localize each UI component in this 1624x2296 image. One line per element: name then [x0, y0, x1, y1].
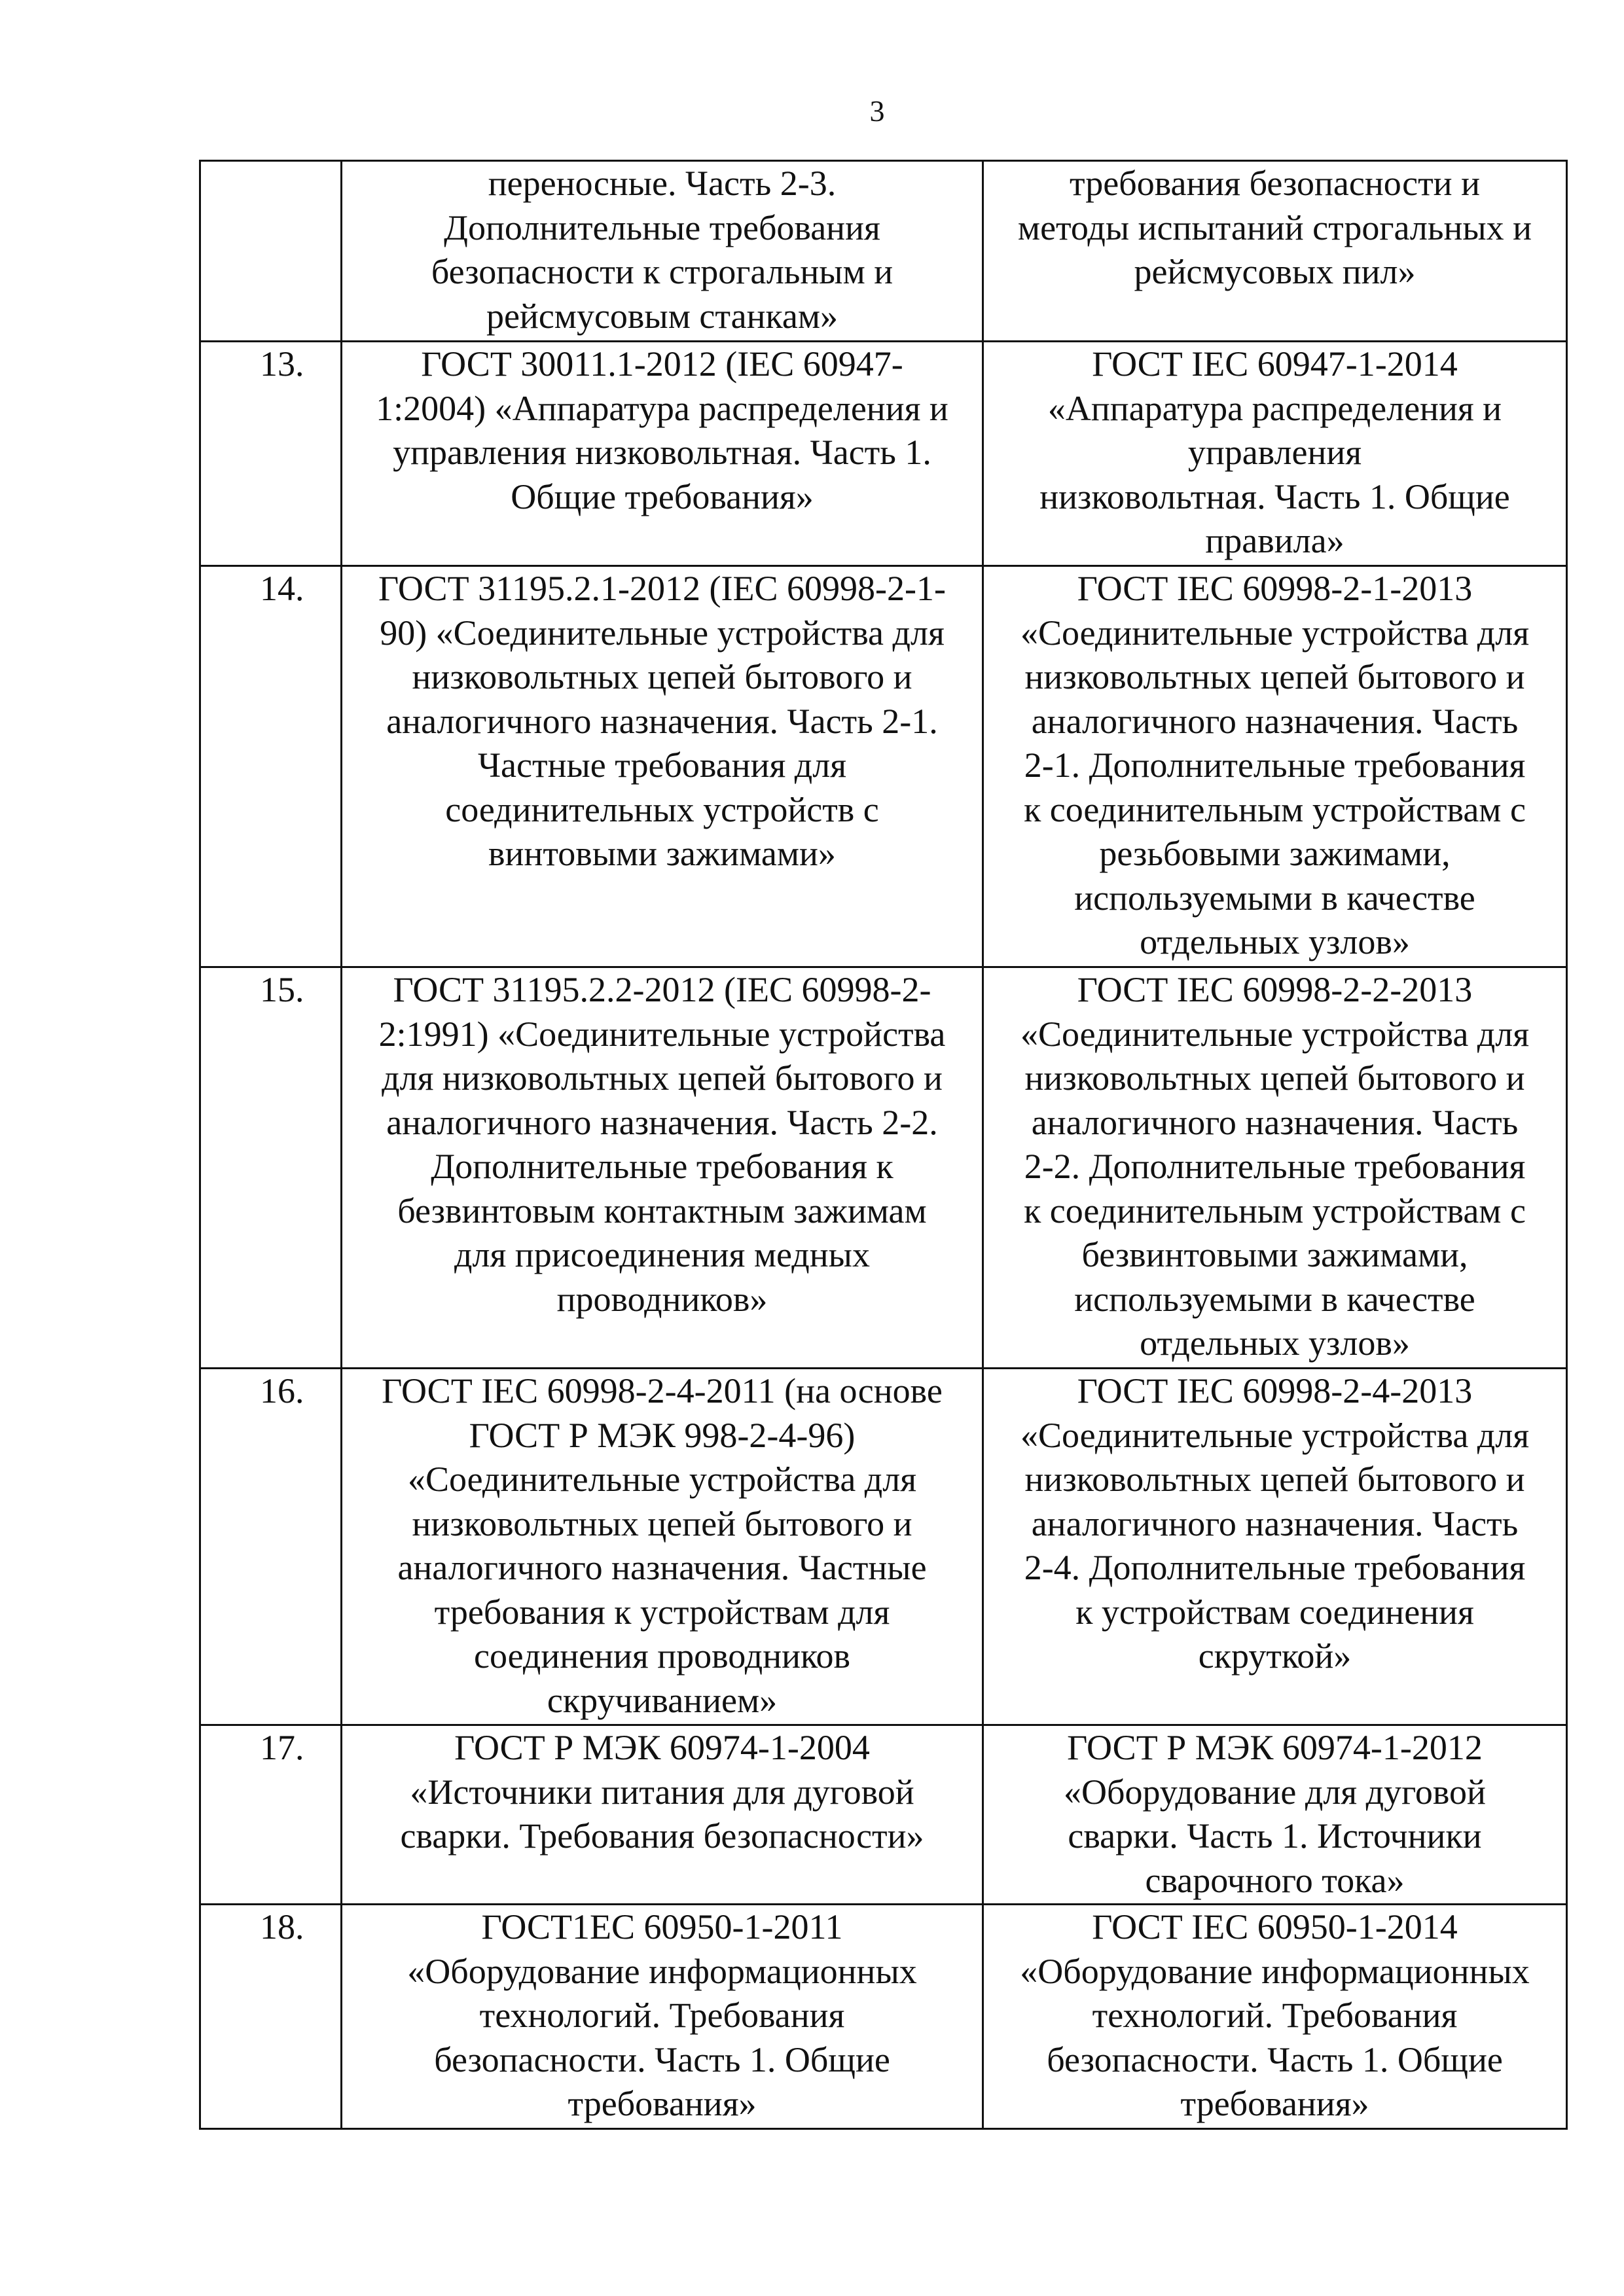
table-row: [200, 161, 1567, 342]
row-number: [200, 161, 342, 342]
table-row: [200, 1905, 1567, 2129]
new-standard-cell: требования безопасности и методы испытаний строгальных и рейсмусовых пил»: [983, 161, 1567, 342]
table-row: [200, 566, 1567, 967]
table-row: [200, 1369, 1567, 1725]
old-standard-cell: переносные. Часть 2-3. Дополнительные требования безопасности к строгальным и рейсмусовым станкам»: [342, 161, 983, 342]
table-row: [200, 342, 1567, 566]
standards-table: [199, 160, 1568, 2130]
old-standard-cell: ГОСТ1ЕС 60950-1-2011 «Оборудование информационных технологий. Требования безопасности. Часть 1. Общие требования»: [342, 1905, 983, 2129]
new-standard-cell: ГОСТ IEC 60998-2-2-2013 «Соединительные устройства для низковольтных цепей бытового и аналогичного назначения. Часть 2-2. Дополнительные требования к соединительным устройствам с безвинтовыми зажимами, используемыми в качестве отдельных узлов»: [983, 967, 1567, 1369]
old-standard-cell: ГОСТ 30011.1-2012 (IEC 60947- 1:2004) «Аппаратура распределения и управления низковольтная. Часть 1. Общие требования»: [342, 342, 983, 566]
new-standard-cell: ГОСТ Р МЭК 60974-1-2012 «Оборудование для дуговой сварки. Часть 1. Источники сварочного тока»: [983, 1725, 1567, 1905]
old-standard-cell: ГОСТ 31195.2.2-2012 (IEC 60998-2- 2:1991) «Соединительные устройства для низковольтных цепей бытового и аналогичного назначения. Часть 2-2. Дополнительные требования к безвинтовым контактным зажимам для присоединения медных проводников»: [342, 967, 983, 1369]
new-standard-cell: ГОСТ IEC 60998-2-1-2013 «Соединительные устройства для низковольтных цепей бытового и аналогичного назначения. Часть 2-1. Дополнительные требования к соединительным устройствам с резьбовыми зажимами, используемыми в качестве отдельных узлов»: [983, 566, 1567, 967]
row-number: 15.: [200, 967, 342, 1369]
row-number: 14.: [200, 566, 342, 967]
table-row: [200, 967, 1567, 1369]
row-number: 13.: [200, 342, 342, 566]
row-number: 18.: [200, 1905, 342, 2129]
old-standard-cell: ГОСТ Р МЭК 60974-1-2004 «Источники питания для дуговой сварки. Требования безопасности»: [342, 1725, 983, 1905]
old-standard-cell: ГОСТ IEC 60998-2-4-2011 (на основе ГОСТ Р МЭК 998-2-4-96) «Соединительные устройства для низковольтных цепей бытового и аналогичного назначения. Частные требования к устройствам для соединения проводников скручиванием»: [342, 1369, 983, 1725]
new-standard-cell: ГОСТ IEC 60950-1-2014 «Оборудование информационных технологий. Требования безопасности. Часть 1. Общие требования»: [983, 1905, 1567, 2129]
page-number: 3: [869, 94, 885, 128]
row-number: 17.: [200, 1725, 342, 1905]
row-number: 16.: [200, 1369, 342, 1725]
table-row: [200, 1725, 1567, 1905]
new-standard-cell: ГОСТ IEC 60947-1-2014 «Аппаратура распределения и управления низковольтная. Часть 1. Общие правила»: [983, 342, 1567, 566]
old-standard-cell: ГОСТ 31195.2.1-2012 (IEC 60998-2-1- 90) «Соединительные устройства для низковольтных цепей бытового и аналогичного назначения. Часть 2-1. Частные требования для соединительных устройств с винтовыми зажимами»: [342, 566, 983, 967]
new-standard-cell: ГОСТ IEC 60998-2-4-2013 «Соединительные устройства для низковольтных цепей бытового и аналогичного назначения. Часть 2-4. Дополнительные требования к устройствам соединения скруткой»: [983, 1369, 1567, 1725]
